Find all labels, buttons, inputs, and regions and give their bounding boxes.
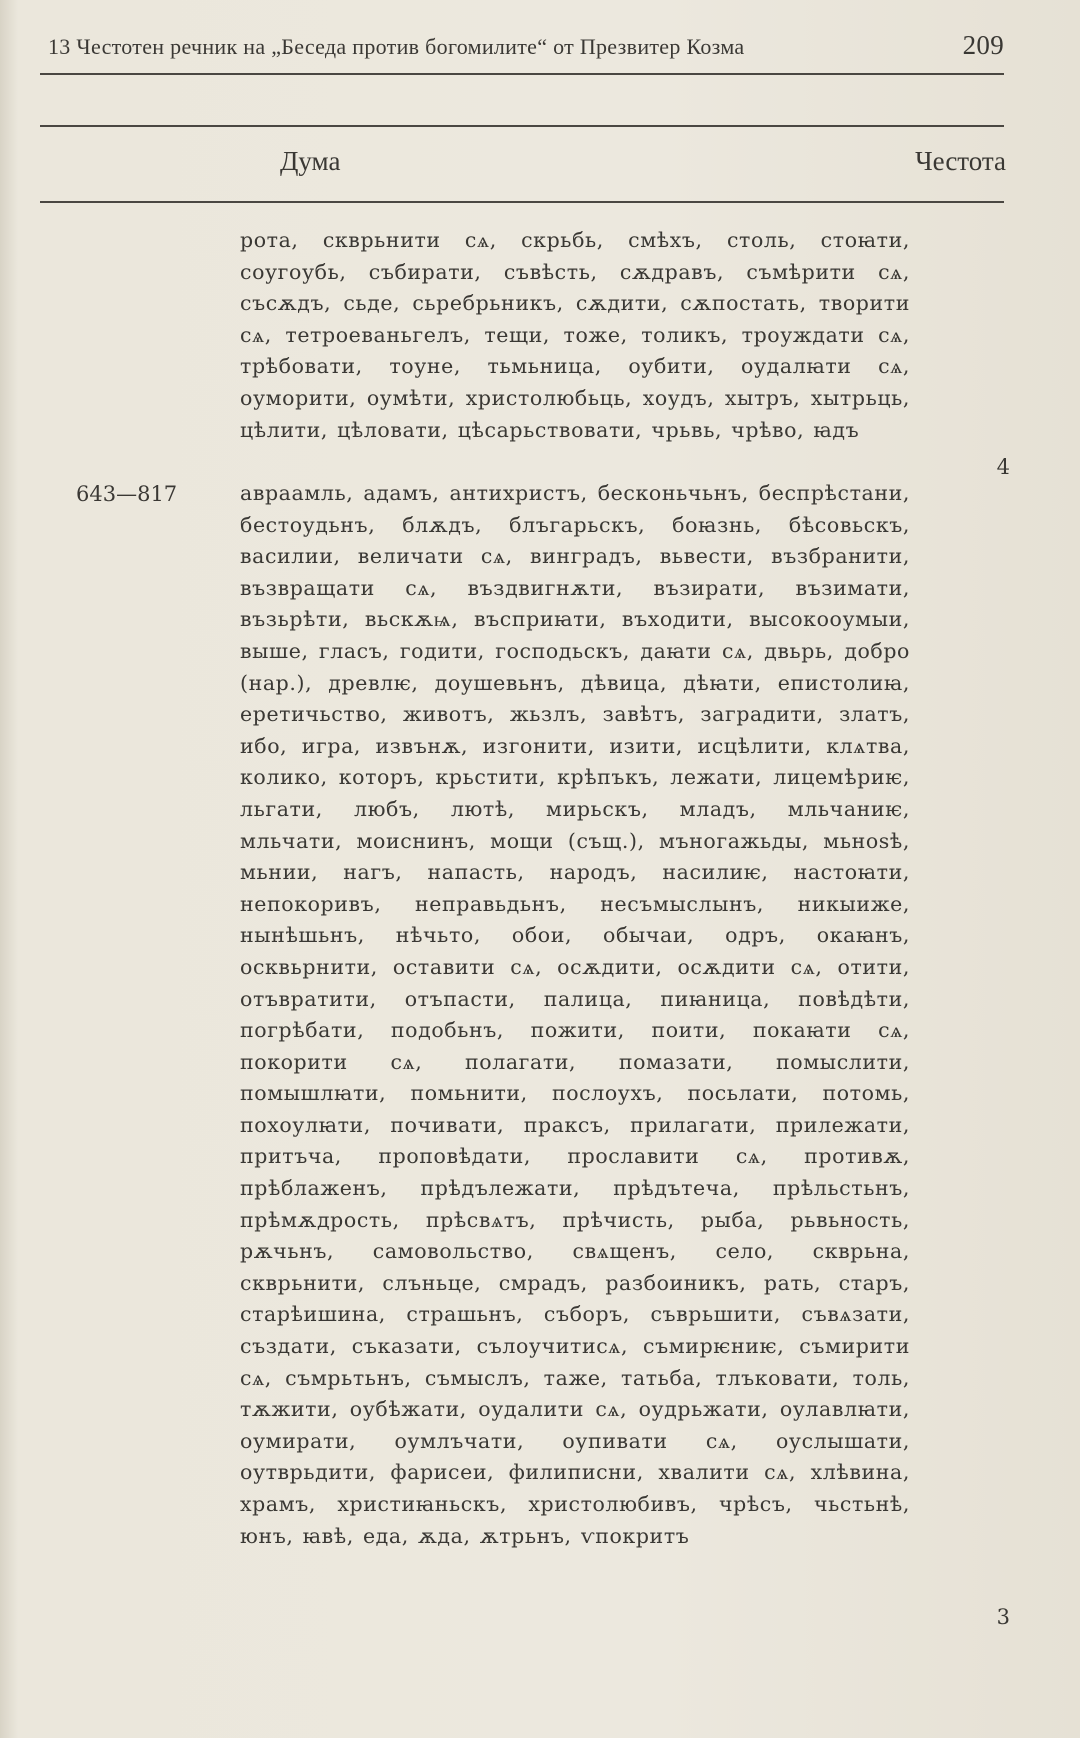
table-top-rule: [40, 125, 1004, 127]
table-header-rule: [40, 201, 1004, 203]
column-header-word: Дума: [280, 146, 341, 176]
running-head: [48, 30, 1004, 66]
row-count: 3: [996, 1605, 1010, 1629]
row-words: авраамль, адамъ, антихристъ, бесконьчьнъ, беспрѣстани, бестоудьнъ, блѫдъ, блъгарьскъ, боꙗзнь, бѣсовьскъ, василии, величати сѧ, винградъ, вьвести, възбранити, възвращати сѧ, въздвигнѫти, възирати, възимати, възьрѣти, вьскѫѩ, въсприꙗти, въходити, высокооумыи, выше, гласъ, годити, господьскъ, даꙗти сѧ, двьрь, добро (нар.), древлѥ, доушевьнъ, дѣвица, дѣꙗти, епистолиꙗ, еретичьство, животъ, жьзлъ, завѣтъ, заградити, златъ, ибо, игра, извънѫ, изгонити, изити, исцѣлити, клѧтва, колико, которъ, крьстити, крѣпъкъ, лежати, лицемѣриѥ, льгати, любъ, лютѣ, мирьскъ, младъ, мльчаниѥ, мльчати, моиснинъ, мощи (същ.), мъногажьды, мьноѕѣ, мьнии, нагъ, напасть, народъ, насилиѥ, настоꙗти, непокоривъ, неправьдьнъ, несъмыслынъ, никыиже, нынѣшьнъ, нѣчьто, обои, обычаи, одръ, окаꙗнъ, осквьрнити, оставити сѧ, осѫдити, осѫдити сѧ, отити, отъвратити, отъпасти, палица, пиꙗница, повѣдѣти, погрѣбати, подобьнъ, пожити, поити, покаꙗти сѧ, покорити сѧ, полагати, помазати, помыслити, помышлꙗти, помьнити, послоухъ, посьлати, потомь, похоулꙗти, почивати, праксъ, прилагати, прилежати, притъча, проповѣдати, прославити сѧ, противѫ, прѣблаженъ, прѣдълежати, прѣдътеча, прѣльстьнъ, прѣмѫдрость, прѣсвѧтъ, прѣчисть, рыба, рьвьность, рѫчьнъ, самовольство, свѧщенъ, село, скврьна, скврьнити, слъньце, смрадъ, разбоиникъ, рать, старъ, старѣишина, страшьнъ, съборъ, съврьшити, съвѧзати, създати, съказати, сълоучитисѧ, съмирѥниѥ, съмирити сѧ, съмрьтьнъ, съмыслъ, таже, татьба, тлъковати, толь, тѫжити, оубѣжати, оудалити сѧ, оудрьжати, оулавлꙗти, оумирати, оумлъчати, оупивати сѧ, оуслышати, оутврьдити, фарисеи, филиписни, хвалити сѧ, хлѣвина, храмъ, христиꙗньскъ, христолюбивъ, чрѣсъ, чьстьнѣ, юнъ, ꙗвѣ, еда, ѫда, ѫтрьнъ, ѵпокритъ: [240, 481, 910, 1548]
page-number: 209: [962, 30, 1004, 60]
row-count: 4: [996, 455, 1010, 479]
column-header-frequency: Честота: [915, 146, 1006, 176]
row-words: рота, скврьнити сѧ, скрьбь, смѣхъ, столь, стоꙗти, соугоубь, събирати, съвѣсть, сѫдравъ, съмѣрити сѧ, съсѫдъ, сьде, сьребрьникъ, сѫдити, сѫпостать, творити сѧ, тетроеваньгелъ, тещи, тоже, толикъ, троуждати сѧ, трѣбовати, тоуне, тьмьница, оубити, оудалꙗти сѧ, оуморити, оумѣти, христолюбьць, хоудъ, хытръ, хытрьць, цѣлити, цѣловати, цѣсарьствовати, чрьвь, чрѣво, ꙗдъ: [240, 228, 910, 442]
running-head-title: 13 Честотен речник на „Беседа против богомилите“ от Презвитер Козма: [48, 34, 745, 59]
header-rule: [40, 73, 1004, 75]
row-range: 643—817: [76, 482, 178, 506]
